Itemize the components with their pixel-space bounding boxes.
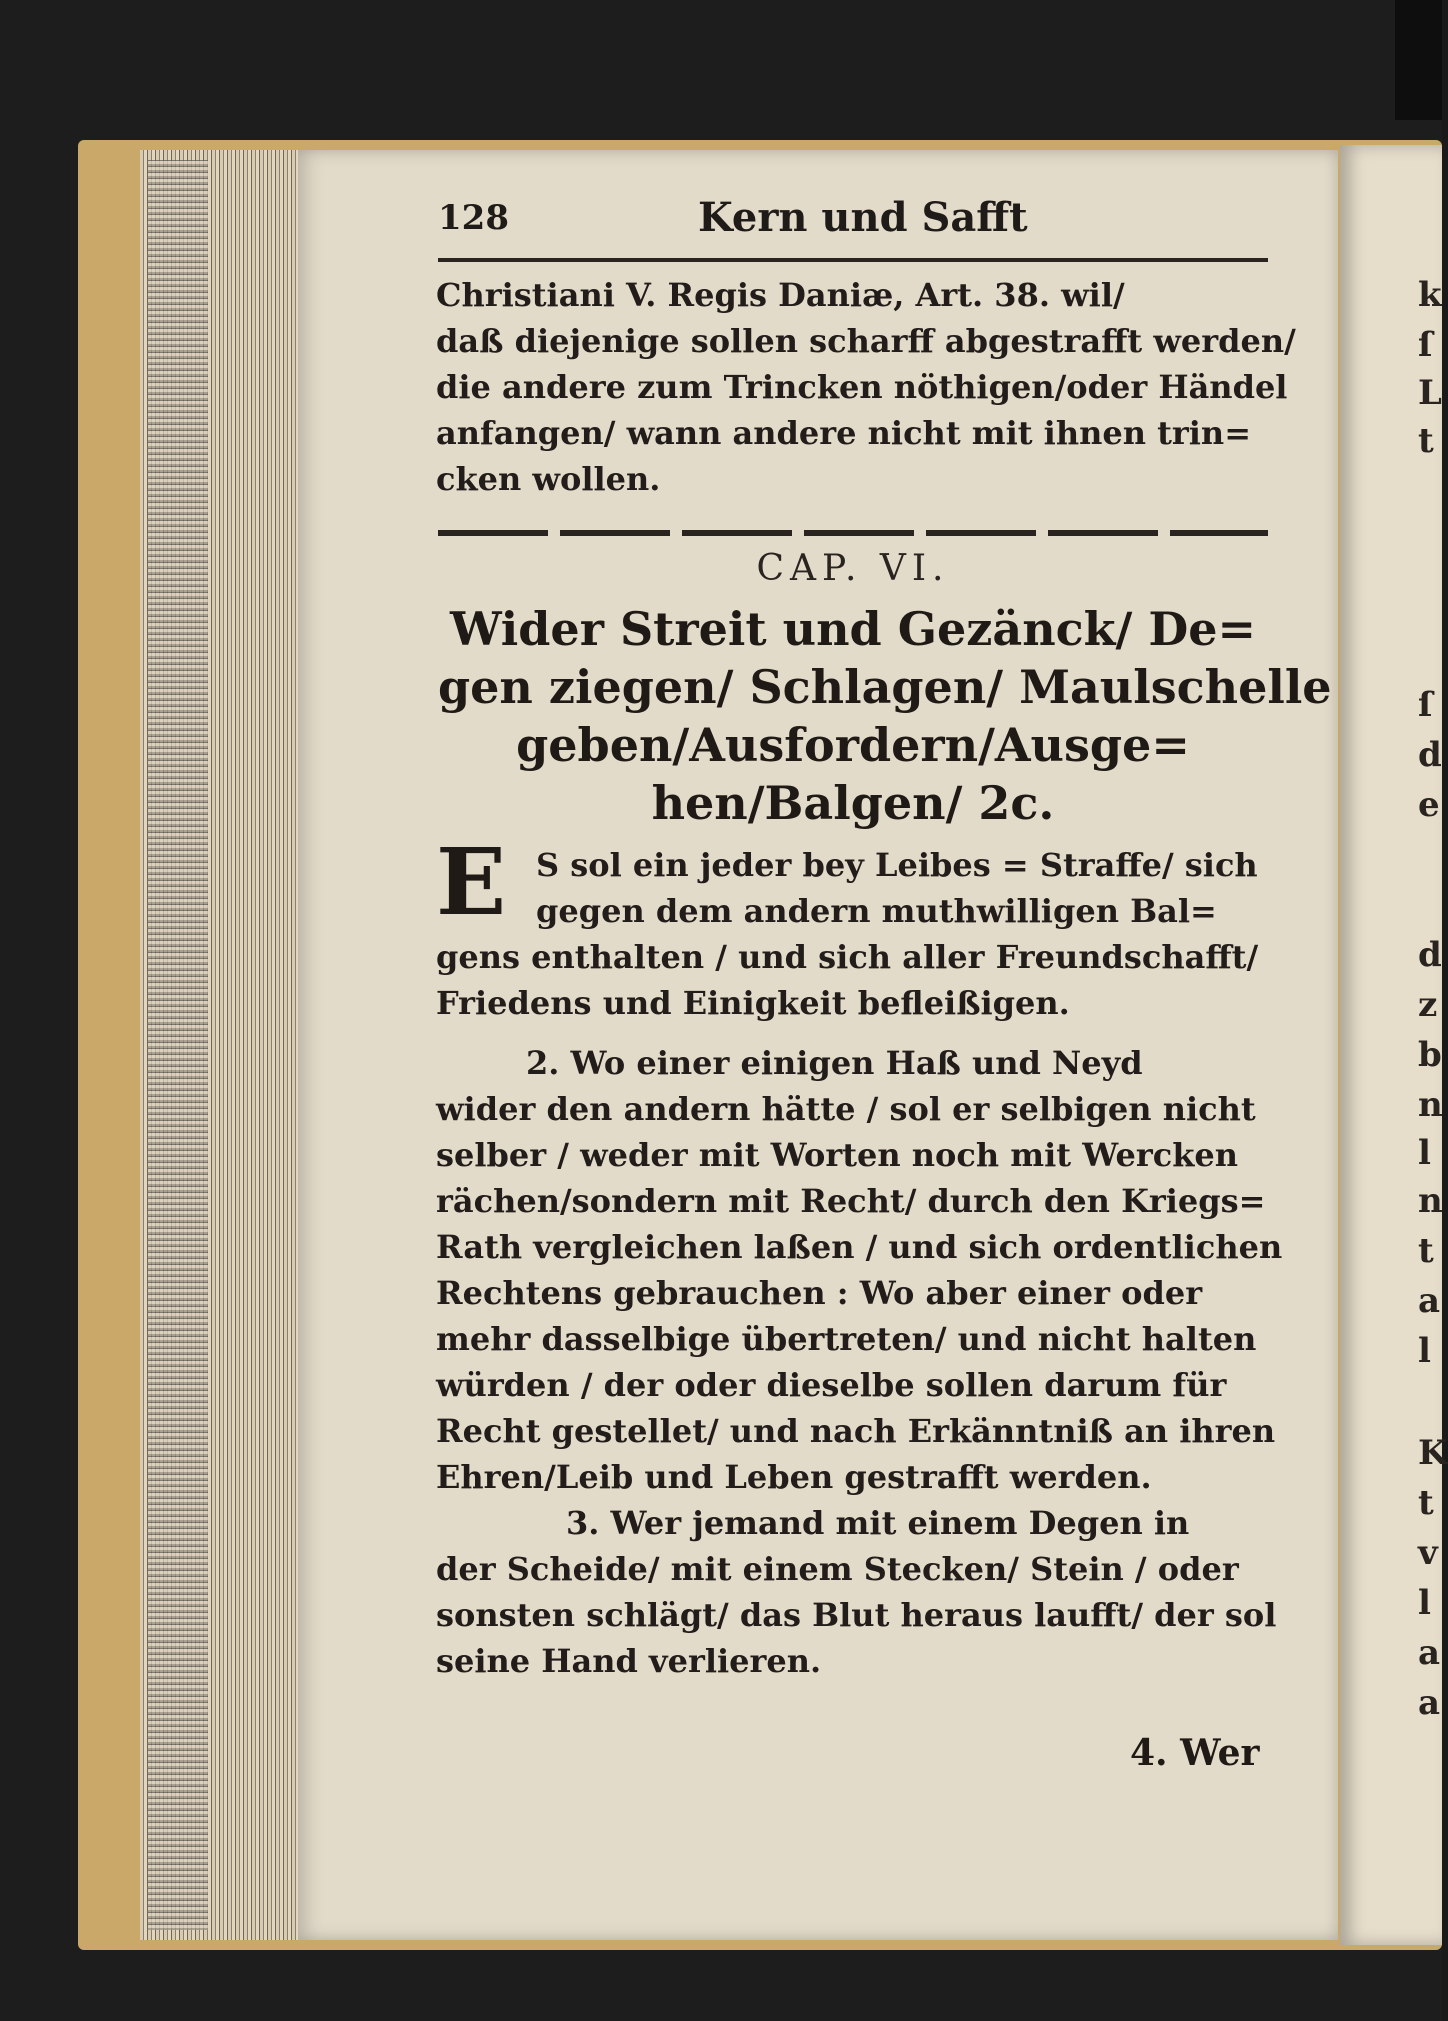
text-line: S sol ein jeder bey Leibes = Straffe/ sich: [536, 846, 1258, 884]
facing-fragment: k: [1418, 275, 1442, 315]
heading-line: Wider Streit und Gezänck/ De=: [449, 602, 1257, 656]
heading-line: geben/Ausfordern/Ausge=: [516, 718, 1190, 772]
facing-fragment: t: [1418, 1483, 1434, 1523]
text-line: Ehren/Leib und Leben gestrafft werden.: [436, 1458, 1152, 1496]
text-line: selber / weder mit Worten noch mit Wercken: [436, 1136, 1239, 1174]
text-line: Rath vergleichen laßen / und sich ordentlichen: [436, 1228, 1283, 1266]
main-text: [436, 1040, 1284, 1684]
facing-fragment: n: [1418, 1085, 1443, 1125]
facing-page: [1340, 145, 1448, 1945]
facing-fragment: v: [1418, 1533, 1438, 1573]
heading-line: gen ziegen/ Schlagen/ Maulschelle: [438, 660, 1332, 714]
facing-fragment: t: [1418, 421, 1434, 461]
text-line: daß diejenige sollen scharff abgestrafft werden/: [436, 322, 1296, 360]
facing-fragment: K: [1418, 1433, 1448, 1473]
chapter-heading: [438, 600, 1332, 832]
facing-fragment: a: [1418, 1633, 1441, 1673]
running-title: Kern und Safft: [698, 194, 1028, 241]
facing-fragment: d: [1418, 735, 1442, 775]
text-line: cken wollen.: [436, 460, 661, 498]
facing-fragment: ſ: [1418, 325, 1433, 365]
text-line: sonsten schlägt/ das Blut heraus laufft/ der sol: [436, 1596, 1277, 1634]
facing-fragment: z: [1418, 985, 1438, 1025]
text-line: wider den andern hätte / sol er selbigen nicht: [436, 1090, 1256, 1128]
facing-fragment: l: [1418, 1583, 1431, 1623]
facing-fragment: l: [1418, 1133, 1431, 1173]
text-line: gens enthalten / und sich aller Freundschafft/: [436, 938, 1259, 976]
text-line: 3. Wer jemand mit einem Degen in: [566, 1504, 1190, 1542]
facing-fragment: n: [1418, 1181, 1443, 1221]
text-line: der Scheide/ mit einem Stecken/ Stein / oder: [436, 1550, 1239, 1588]
header-rule: [438, 258, 1268, 262]
facing-fragment: e: [1418, 785, 1440, 825]
text-line: mehr dasselbige übertreten/ und nicht halten: [436, 1320, 1257, 1358]
text-line: Christiani V. Regis Daniæ, Art. 38. wil/: [436, 276, 1125, 314]
facing-fragment: d: [1418, 935, 1442, 975]
facing-fragment: t: [1418, 1231, 1434, 1271]
text-line: gegen dem andern muthwilligen Bal=: [536, 892, 1217, 930]
text-line: Rechtens gebrauchen : Wo aber einer oder: [436, 1274, 1203, 1312]
heading-line: hen/Balgen/ 2c.: [651, 776, 1055, 830]
facing-fragment: a: [1418, 1683, 1441, 1723]
facing-fragment: L: [1418, 373, 1442, 413]
text-line: 2. Wo einer einigen Haß und Neyd: [526, 1044, 1143, 1082]
opening-text: [436, 272, 1296, 502]
facing-fragment: b: [1418, 1035, 1442, 1075]
text-line: anfangen/ wann andere nicht mit ihnen trin=: [436, 414, 1251, 452]
text-line: rächen/sondern mit Recht/ durch den Kriegs=: [436, 1182, 1266, 1220]
text-line: Recht gestellet/ und nach Erkänntniß an ihren: [436, 1412, 1276, 1450]
text-line: seine Hand verlieren.: [436, 1642, 822, 1680]
chapter-label: CAP. VI.: [756, 548, 950, 589]
first-paragraph: [436, 842, 1284, 1026]
text-line: würden / der oder dieselbe sollen darum für: [436, 1366, 1227, 1404]
page-edge-speckle: [148, 160, 208, 1930]
background-strip: [1395, 0, 1442, 120]
text-line: Friedens und Einigkeit befleißigen.: [436, 984, 1070, 1022]
page-header: [438, 194, 1268, 258]
section-divider: [438, 530, 1268, 536]
facing-fragment: a: [1418, 1281, 1441, 1321]
text-line: die andere zum Trincken nöthigen/oder Händel: [436, 368, 1288, 406]
facing-fragment: ſ: [1418, 685, 1433, 725]
facing-fragment: l: [1418, 1331, 1431, 1371]
catchword: 4. Wer: [1130, 1732, 1260, 1774]
drop-cap: E: [436, 828, 507, 936]
page-number: 128: [438, 198, 509, 238]
